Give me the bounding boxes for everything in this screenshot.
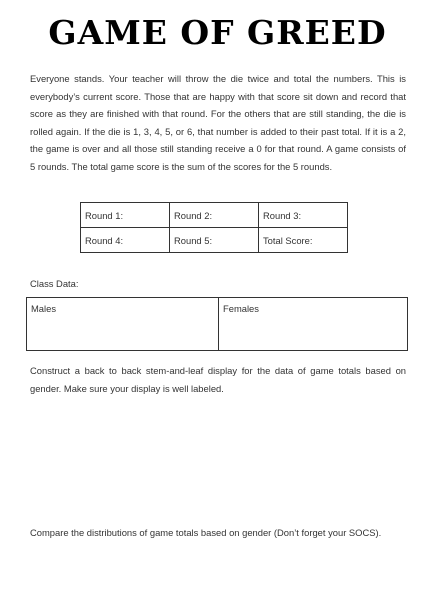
females-column-label: Females bbox=[223, 303, 259, 314]
column-divider bbox=[218, 298, 219, 350]
score-row bbox=[81, 203, 348, 228]
round-3-cell: Round 3: bbox=[259, 203, 348, 228]
class-data-box bbox=[26, 297, 408, 351]
round-4-cell: Round 4: bbox=[81, 228, 170, 253]
round-1-cell: Round 1: bbox=[81, 203, 170, 228]
males-column-label: Males bbox=[31, 303, 57, 314]
class-data-label: Class Data: bbox=[30, 278, 79, 289]
round-2-cell: Round 2: bbox=[170, 203, 259, 228]
score-table bbox=[80, 202, 348, 253]
instructions-paragraph: Everyone stands. Your teacher will throw the die twice and total the numbers. This is everybody’s current score. Those that are happy with that score sit down and record that score as they are finished with that round. For the others that are still standing, the die is rolled again. If the die is 1, 3, 4, 5, or 6, that number is added to their past total. If it is a 2, the game is over and all those still standing receive a 0 for that round. A game consists of 5 rounds. The total game score is the sum of the scores for the 5 rounds. bbox=[30, 73, 406, 172]
stem-leaf-instruction: Construct a back to back stem-and-leaf display for the data of game totals based on gender. Make sure your display is well labeled. bbox=[30, 365, 406, 394]
round-5-cell: Round 5: bbox=[170, 228, 259, 253]
compare-instruction: Compare the distributions of game totals based on gender (Don’t forget your SOCS). bbox=[30, 527, 382, 538]
page-title: GAME OF GREED bbox=[48, 13, 387, 52]
score-row bbox=[81, 228, 348, 253]
total-score-cell: Total Score: bbox=[259, 228, 348, 253]
